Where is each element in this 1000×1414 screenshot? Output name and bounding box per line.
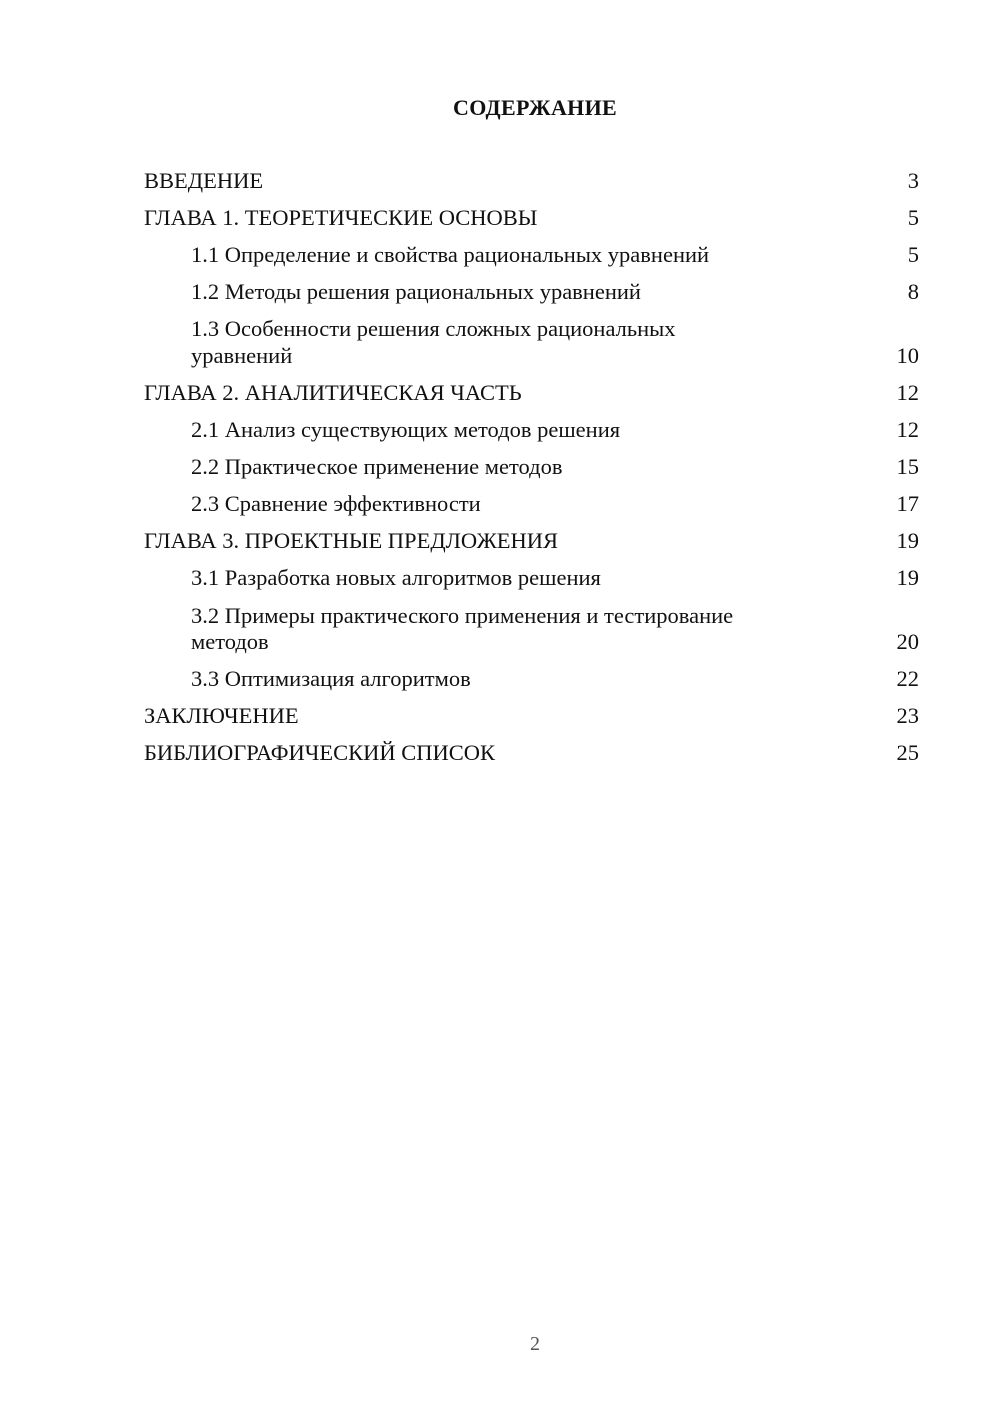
toc-section-entry[interactable] [144, 454, 919, 481]
toc-chapter-entry[interactable] [144, 168, 919, 195]
toc-entry-page: 22 [896, 666, 919, 692]
toc-section-entry[interactable] [144, 279, 919, 306]
toc-entry-title: ГЛАВА 1. ТЕОРЕТИЧЕСКИЕ ОСНОВЫ [144, 205, 538, 231]
toc-entry-page: 5 [907, 242, 919, 268]
toc-chapter-entry[interactable] [144, 740, 919, 767]
toc-entry-page: 23 [896, 703, 919, 729]
toc-entry-title: 1.1 Определение и свойства рациональных уравнений [191, 242, 710, 268]
toc-entry-page: 17 [896, 491, 919, 517]
toc-chapter-entry[interactable] [144, 703, 919, 730]
toc-entry-page: 3 [907, 168, 919, 193]
toc-section-entry[interactable] [144, 417, 919, 444]
toc-entry-title: 2.2 Практическое применение методов [191, 454, 563, 480]
toc-section-entry[interactable] [144, 666, 919, 693]
toc-entry-title: 1.3 Особенности решения сложных рациональных уравнений [191, 316, 676, 368]
toc-entry-title: ЗАКЛЮЧЕНИЕ [144, 703, 299, 729]
toc-section-entry[interactable] [144, 565, 919, 592]
page-number: 2 [530, 1333, 540, 1355]
toc-entry-page: 20 [896, 629, 919, 655]
toc-entry-page: 19 [896, 528, 919, 554]
toc-entry-page: 8 [907, 279, 919, 305]
toc-entry-title: 3.2 Примеры практического применения и тестирование методов [191, 602, 734, 655]
toc-section-entry[interactable] [144, 242, 919, 269]
toc-entry-title: 2.1 Анализ существующих методов решения [191, 417, 621, 443]
toc-section-entry[interactable] [144, 491, 919, 518]
toc-entry-page: 12 [896, 379, 919, 405]
toc-section-entry[interactable] [144, 603, 919, 656]
toc-entry-title: 1.2 Методы решения рациональных уравнений [191, 279, 641, 305]
toc-entry-title: 2.3 Сравнение эффективности [191, 491, 481, 517]
toc-section-entry[interactable] [144, 316, 919, 369]
toc-entry-page: 5 [907, 205, 919, 231]
toc-entry-title: ГЛАВА 3. ПРОЕКТНЫЕ ПРЕДЛОЖЕНИЯ [144, 528, 559, 554]
toc-entry-page: 12 [896, 417, 919, 443]
page-title: СОДЕРЖАНИЕ [453, 95, 617, 120]
toc-entry-title: ГЛАВА 2. АНАЛИТИЧЕСКАЯ ЧАСТЬ [144, 379, 522, 405]
toc-chapter-entry[interactable] [144, 528, 919, 555]
toc-chapter-entry[interactable] [144, 205, 919, 232]
toc-entry-title: 3.1 Разработка новых алгоритмов решения [191, 565, 601, 591]
toc-entry-page: 25 [896, 740, 919, 766]
toc-entry-page: 15 [896, 454, 919, 480]
toc-entry-title: БИБЛИОГРАФИЧЕСКИЙ СПИСОК [144, 740, 496, 766]
toc-entry-title: 3.3 Оптимизация алгоритмов [191, 666, 471, 692]
toc-chapter-entry[interactable] [144, 380, 919, 407]
toc-entry-page: 10 [896, 342, 919, 368]
table-of-contents [144, 168, 919, 777]
toc-entry-title: ВВЕДЕНИЕ [144, 168, 264, 193]
toc-entry-page: 19 [896, 565, 919, 591]
